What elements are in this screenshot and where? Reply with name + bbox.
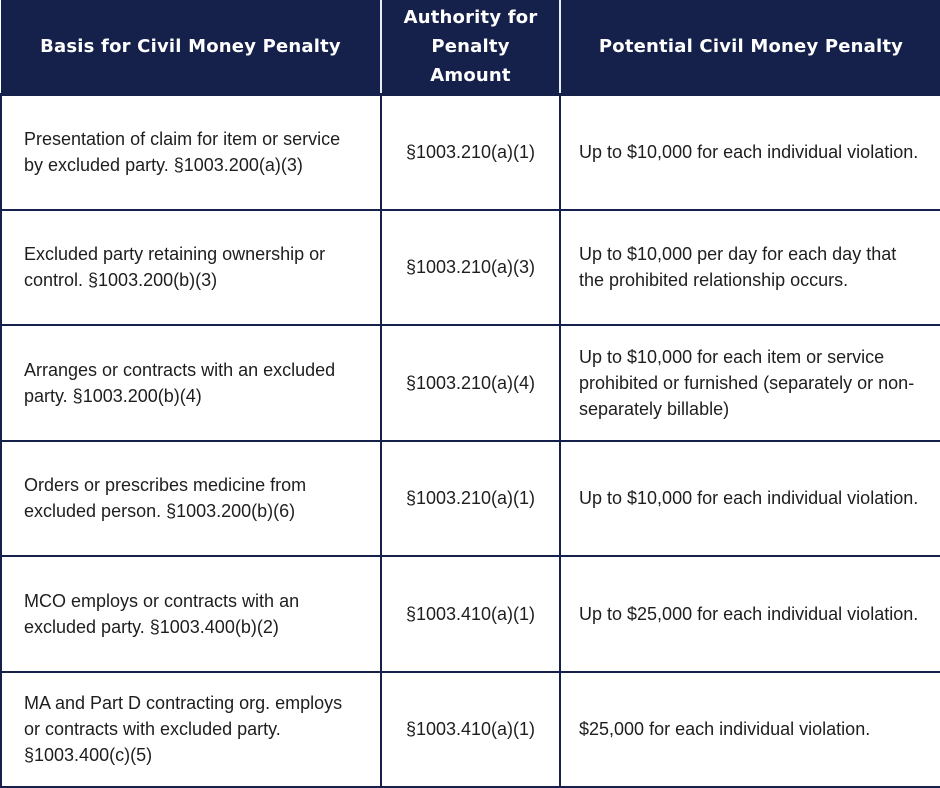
basis-cell: MCO employs or contracts with an excluded party. §1003.400(b)(2)	[1, 556, 381, 672]
basis-cell: Presentation of claim for item or service by excluded party. §1003.200(a)(3)	[1, 94, 381, 210]
authority-cell: §1003.410(a)(1)	[381, 556, 560, 672]
basis-cell: Arranges or contracts with an excluded party. §1003.200(b)(4)	[1, 325, 381, 441]
penalty-cell: Up to $25,000 for each individual violation.	[560, 556, 940, 672]
penalty-cell: $25,000 for each individual violation.	[560, 672, 940, 788]
authority-cell: §1003.410(a)(1)	[381, 672, 560, 788]
basis-cell: Orders or prescribes medicine from excluded person. §1003.200(b)(6)	[1, 441, 381, 557]
penalty-cell: Up to $10,000 for each item or service prohibited or furnished (separately or non-separately billable)	[560, 325, 940, 441]
penalty-cell: Up to $10,000 for each individual violation.	[560, 94, 940, 210]
table-header	[1, 0, 940, 94]
header-row	[1, 0, 940, 94]
basis-cell: MA and Part D contracting org. employs or contracts with excluded party. §1003.400(c)(5)	[1, 672, 381, 788]
authority-cell: §1003.210(a)(3)	[381, 210, 560, 326]
header-penalty: Potential Civil Money Penalty	[560, 0, 940, 94]
table-row	[1, 94, 940, 210]
penalty-cell: Up to $10,000 for each individual violation.	[560, 441, 940, 557]
authority-cell: §1003.210(a)(1)	[381, 94, 560, 210]
basis-cell: Excluded party retaining ownership or control. §1003.200(b)(3)	[1, 210, 381, 326]
header-basis: Basis for Civil Money Penalty	[1, 0, 381, 94]
table-row	[1, 441, 940, 557]
authority-cell: §1003.210(a)(4)	[381, 325, 560, 441]
penalty-cell: Up to $10,000 per day for each day that the prohibited relationship occurs.	[560, 210, 940, 326]
table-row	[1, 556, 940, 672]
authority-cell: §1003.210(a)(1)	[381, 441, 560, 557]
table-row	[1, 210, 940, 326]
header-authority-line2: Penalty Amount	[430, 35, 511, 86]
header-authority	[381, 0, 560, 94]
header-authority-line1: Authority for	[403, 6, 538, 28]
table-body	[1, 94, 940, 787]
table-row	[1, 325, 940, 441]
table-row	[1, 672, 940, 788]
